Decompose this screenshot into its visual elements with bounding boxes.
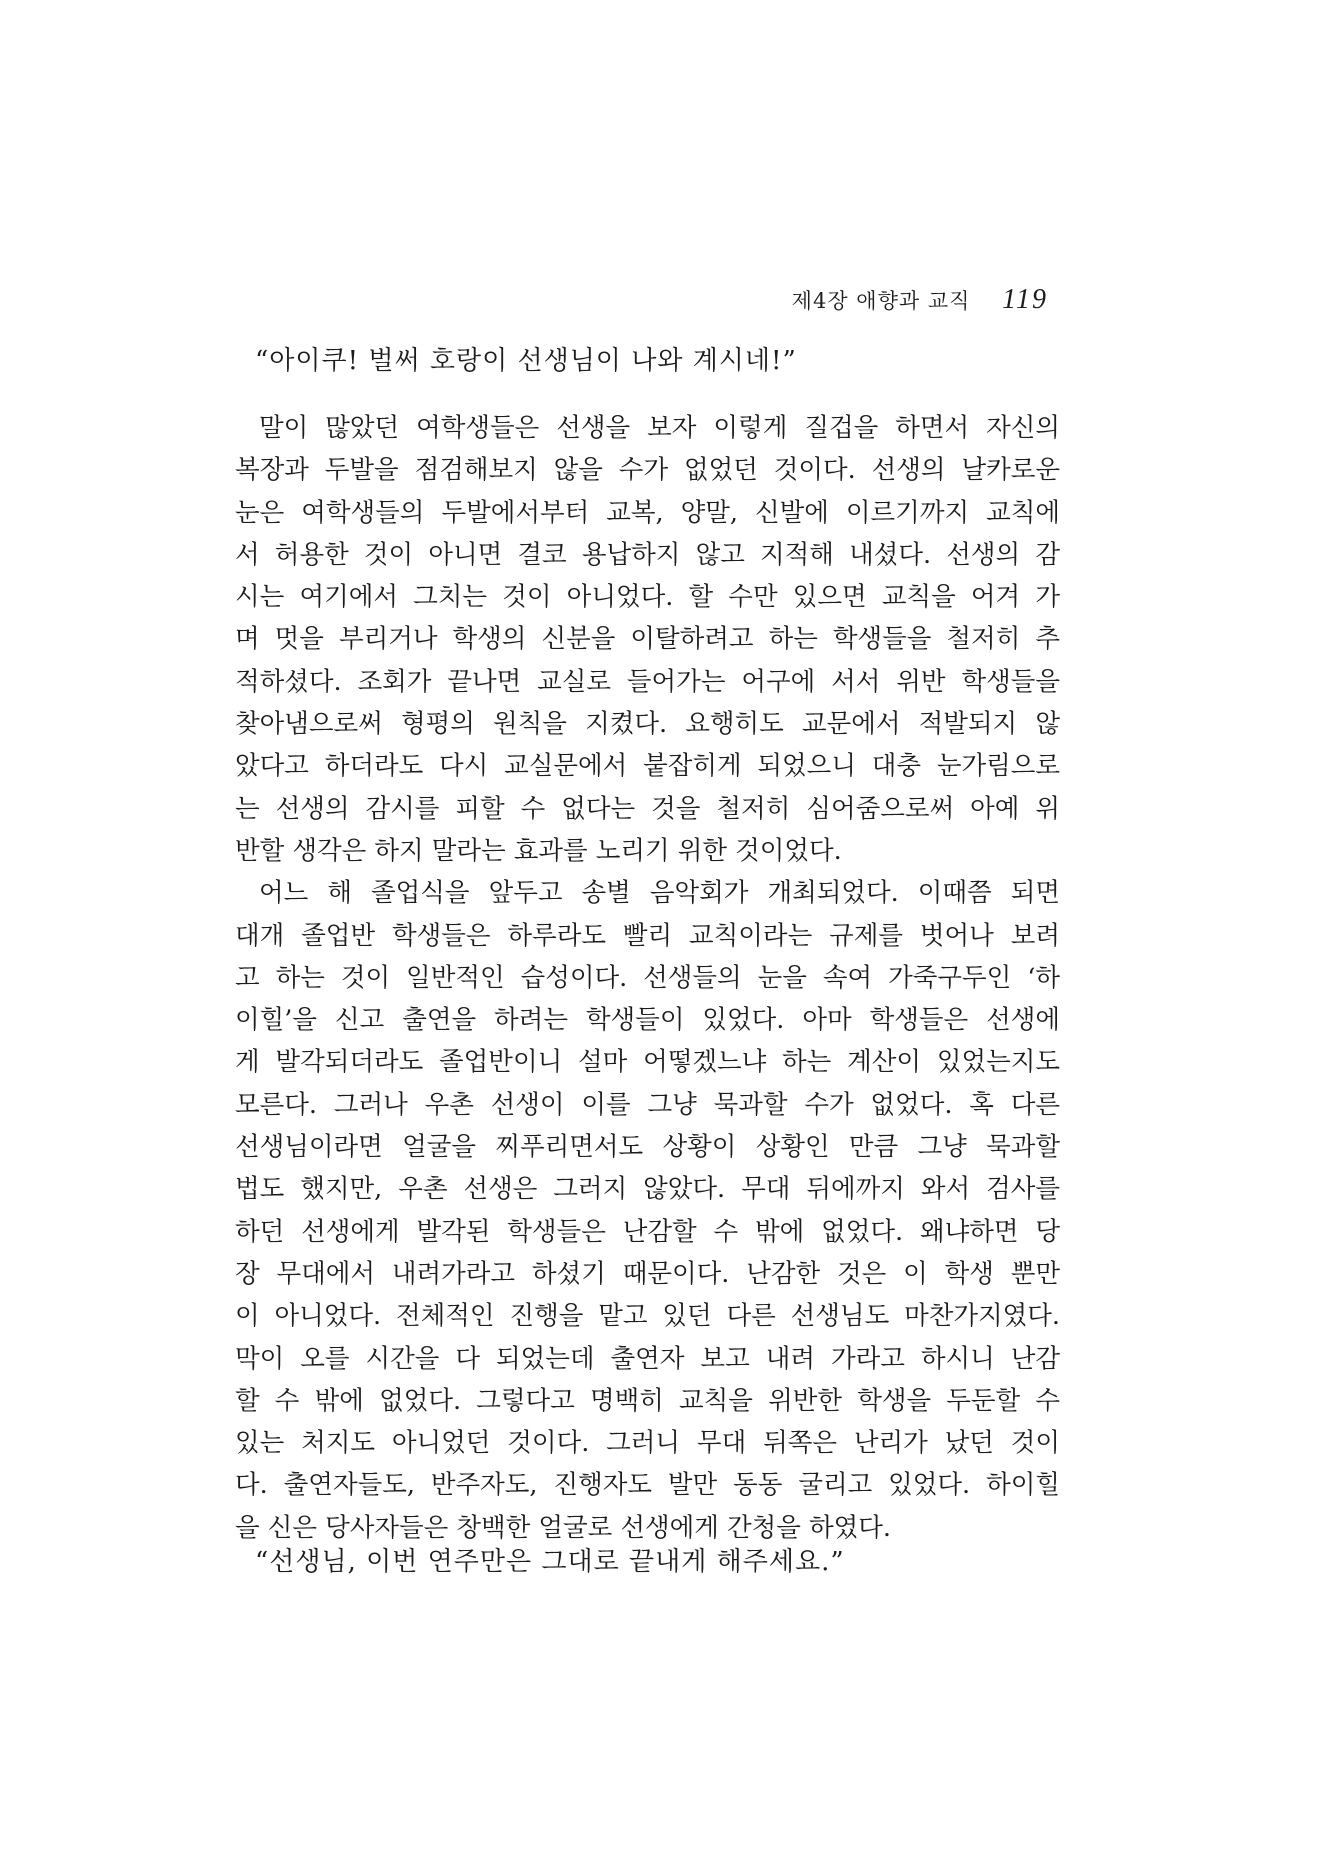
text-line: 았다고 하더라도 다시 교실문에서 붙잡히게 되었으니 대충 눈가림으로 xyxy=(235,751,1060,782)
text-line: 법도 했지만, 우촌 선생은 그러지 않았다. 무대 뒤에까지 와서 검사를 xyxy=(235,1174,1060,1205)
page-number: 119 xyxy=(1002,284,1048,315)
text-line: 다. 출연자들도, 반주자도, 진행자도 발만 동동 굴리고 있었다. 하이힐 xyxy=(235,1470,1060,1501)
text-line: 고 하는 것이 일반적인 습성이다. 선생들의 눈을 속여 가죽구두인 ‘하 xyxy=(235,962,1060,993)
text-line: 시는 여기에서 그치는 것이 아니었다. 할 수만 있으면 교칙을 어겨 가 xyxy=(235,582,1060,613)
chapter-title: 제4장 애향과 교직 xyxy=(791,289,971,313)
body-text xyxy=(235,407,1060,1549)
text-line: 는 선생의 감시를 피할 수 없다는 것을 철저히 심어줌으로써 아예 위 xyxy=(235,793,1060,824)
text-line: 찾아냄으로써 형평의 원칙을 지켰다. 요행히도 교문에서 적발되지 않 xyxy=(235,709,1060,740)
text-line: 할 수 밖에 없었다. 그렇다고 명백히 교칙을 위반한 학생을 두둔할 수 xyxy=(235,1385,1060,1416)
text-line: 선생님이라면 얼굴을 찌푸리면서도 상황이 상황인 만큼 그냥 묵과할 xyxy=(235,1132,1060,1163)
text-line: 있는 처지도 아니었던 것이다. 그러니 무대 뒤쪽은 난리가 났던 것이 xyxy=(235,1428,1060,1459)
text-line: 막이 오를 시간을 다 되었는데 출연자 보고 내려 가라고 하시니 난감 xyxy=(235,1343,1060,1374)
text-line: 서 허용한 것이 아니면 결코 용납하지 않고 지적해 내셨다. 선생의 감 xyxy=(235,539,1060,570)
text-line: 적하셨다. 조회가 끝나면 교실로 들어가는 어구에 서서 위반 학생들을 xyxy=(235,666,1060,697)
text-line: 모른다. 그러나 우촌 선생이 이를 그냥 묵과할 수가 없었다. 혹 다른 xyxy=(235,1089,1060,1120)
text-line: 말이 많았던 여학생들은 선생을 보자 이렇게 질겁을 하면서 자신의 xyxy=(259,413,1060,443)
text-line: 어느 해 졸업식을 앞두고 송별 음악회가 개최되었다. 이때쯤 되면 xyxy=(259,878,1060,909)
dialogue-quote: “아이쿠! 벌써 호랑이 선생님이 나와 계시네!” xyxy=(255,346,797,376)
text-line: 복장과 두발을 점검해보지 않을 수가 없었던 것이다. 선생의 날카로운 xyxy=(235,455,1060,486)
text-line: 이힐’을 신고 출연을 하려는 학생들이 있었다. 아마 학생들은 선생에 xyxy=(235,1005,1060,1036)
text-line: 하던 선생에게 발각된 학생들은 난감할 수 밖에 없었다. 왜냐하면 당 xyxy=(235,1216,1060,1247)
text-line: 을 신은 당사자들은 창백한 얼굴로 선생에게 간청을 하였다. xyxy=(235,1512,892,1543)
text-line: 며 멋을 부리거나 학생의 신분을 이탈하려고 하는 학생들을 철저히 추 xyxy=(235,624,1060,655)
text-line: 장 무대에서 내려가라고 하셨기 때문이다. 난감한 것은 이 학생 뿐만 xyxy=(235,1258,1060,1289)
running-head xyxy=(792,284,1048,316)
text-line: 대개 졸업반 학생들은 하루라도 빨리 교칙이라는 규제를 벗어나 보려 xyxy=(235,920,1060,951)
text-line: 반할 생각은 하지 말라는 효과를 노리기 위한 것이었다. xyxy=(235,835,842,866)
text-line: 이 아니었다. 전체적인 진행을 맡고 있던 다른 선생님도 마찬가지였다. xyxy=(235,1301,1060,1332)
text-line: 게 발각되더라도 졸업반이니 설마 어떻겠느냐 하는 계산이 있었는지도 xyxy=(235,1047,1060,1078)
dialogue-quote: “선생님, 이번 연주만은 그대로 끝내게 해주세요.” xyxy=(255,1547,845,1577)
text-line: 눈은 여학생들의 두발에서부터 교복, 양말, 신발에 이르기까지 교칙에 xyxy=(235,497,1060,528)
